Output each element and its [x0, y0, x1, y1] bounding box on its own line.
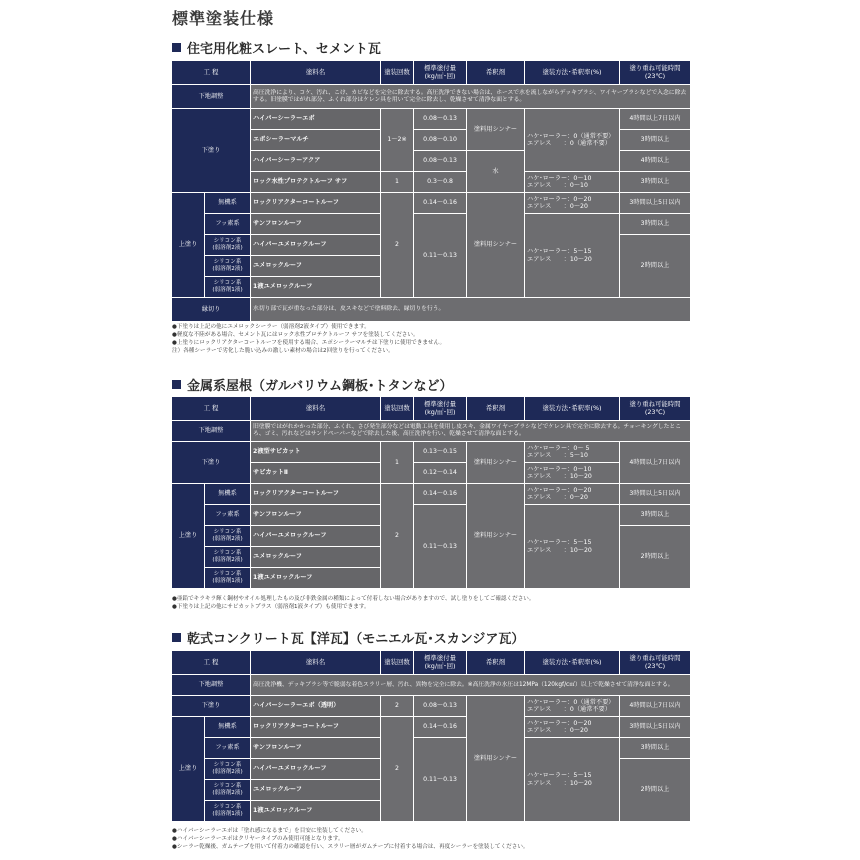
notes-concrete: ●ハイパーシーラーエポは「塗れ感になるまで」を目安に塗装してください。 ●ハイパーシーラーエポはクリヤータイプのみ使用可能となります。 ●シーラー乾燥後、ガムテープを用いて付着力の確認を行い、スラリー層がガムテープに付着する場合は、再度シーラーを塗装してください。: [172, 828, 529, 851]
square-bullet-icon: [172, 633, 181, 642]
table-row: 下塗り ハイパーシーラーエポ 1～2※ 0.08～0.13 塗料用シンナー ハケ･ローラー：0（通常不要） エアレス ：0（通常不要） 4時間以上7日以内: [172, 109, 691, 130]
table-row: 上塗り 無機系 ロックリアクターコートルーフ 2 0.14～0.16 塗料用シンナー ハケ･ローラー：0～20 エアレス ：0～20 3時間以上5日以内: [172, 193, 691, 214]
table-row: シリコン系 (弱溶剤2液) ハイパーユメロックルーフ 2時間以上: [172, 526, 691, 547]
table-row: 縁切り 水切り部で瓦が重なった部分は、皮スキなどで塗料除去、縁切りを行う。: [172, 298, 691, 322]
table-row: シリコン系 (弱溶剤2液) ユメロックルーフ: [172, 256, 691, 277]
table-row: 下地調整 高圧洗浄機、デッキブラシ等で脆弱な着色スラリー層、汚れ、異物を完全に除去。※高圧洗浄の水圧は12MPa（120kgf/c㎡）以上で乾燥させて清浄な面とする。: [172, 675, 691, 696]
table-row: シリコン系 (弱溶剤2液) ユメロックルーフ: [172, 547, 691, 568]
table-row: サビカットⅡ 0.12～0.14 ハケ･ローラー：0～10 エアレス ：10～20: [172, 463, 691, 484]
notes-slate: ●下塗りは上記の他にユメロックシーラー（弱溶剤2液タイプ）使用できます。 ●軽度な不陸がある場合、セメント瓦にはロック水性プロテクトルーフ サフを塗装してください。 ●上塗りにロックリアクターコートルーフを使用する場合、エポシーラーマルチは下塗りに使用できません。 注）各種シーラーで劣化した脆い込みの激しい素材の場合は2回塗りを行ってください。: [172, 324, 446, 355]
table-header-row: 工 程 塗料名 塗装回数 標準塗付量 (kg/㎡･回) 希釈剤 塗装方法･希釈率(%) 塗り重ね可能時間 (23℃): [172, 397, 691, 421]
table-row: 下塗り 2液型サビカット 1 0.13～0.15 塗料用シンナー ハケ･ローラー：0～ 5 エアレス ：5～10 4時間以上7日以内: [172, 442, 691, 463]
section-heading-metal: 金属系屋根（ガルバリウム鋼板･トタンなど）: [172, 375, 452, 394]
square-bullet-icon: [172, 380, 181, 389]
section-heading-slate: 住宅用化粧スレート、セメント瓦: [172, 38, 381, 57]
table-row: ハイパーシーラーアクア 0.08～0.13 水 4時間以上: [172, 151, 691, 172]
table-row: シリコン系 (弱溶剤2液) ユメロックルーフ: [172, 780, 691, 801]
page-title: 標準塗装仕様: [172, 9, 275, 28]
notes-metal: ●亜鉛でキラキラ輝く鋼材やオイル処理したもの及び非鉄金属の種類によって付着しない場合がありますので、試し塗りをしてご確認ください。 ●下塗りは上記の他にサビカットプラス（弱溶剤1液タイプ）も使用できます。: [172, 596, 535, 611]
table-row: ロック水性プロテクトルーフ サフ 1 0.3～0.8 ハケ･ローラー：0～10 エアレス ：0～10 3時間以上: [172, 172, 691, 193]
spec-table-concrete: [171, 650, 691, 822]
table-row: フッ素系 サンフロンルーフ 0.11～0.13 ハケ･ローラー：5～15 エアレス ：10～20 3時間以上: [172, 214, 691, 235]
table-row: シリコン系 (弱溶剤1液) 1液ユメロックルーフ: [172, 568, 691, 589]
table-header-row: 工 程 塗料名 塗装回数 標準塗付量 (kg/㎡･回) 希釈剤 塗装方法･希釈率(%) 塗り重ね可能時間 (23℃): [172, 61, 691, 85]
spec-table-slate: [171, 60, 691, 322]
table-row: シリコン系 (弱溶剤1液) 1液ユメロックルーフ: [172, 801, 691, 822]
section-heading-concrete: 乾式コンクリート瓦【洋瓦】（モニエル瓦･スカンジア瓦）: [172, 628, 524, 647]
table-row: フッ素系 サンフロンルーフ 0.11～0.13 ハケ･ローラー：5～15 エアレス ：10～20 3時間以上: [172, 738, 691, 759]
table-row: 下地調整 旧塗膜ではがれかかった部分、ふくれ、さび発生部分などは電動工具を使用し皮スキ、金属ワイヤーブラシなどでケレン具で完全に除去する。チョーキングしたところ、ゴミ、汚れなどはサンドペーパーなどで除去した後、高圧洗浄を行い、乾燥させて清浄な面とする。: [172, 421, 691, 442]
table-row: エポシーラーマルチ 0.08～0.10 3時間以上: [172, 130, 691, 151]
spec-table-metal: [171, 396, 691, 589]
table-row: フッ素系 サンフロンルーフ 0.11～0.13 ハケ･ローラー：5～15 エアレス ：10～20 3時間以上: [172, 505, 691, 526]
table-header-row: 工 程 塗料名 塗装回数 標準塗付量 (kg/㎡･回) 希釈剤 塗装方法･希釈率(%) 塗り重ね可能時間 (23℃): [172, 651, 691, 675]
table-row: 上塗り 無機系 ロックリアクターコートルーフ 2 0.14～0.16 塗料用シンナー ハケ･ローラー：0～20 エアレス ：0～20 3時間以上5日以内: [172, 484, 691, 505]
table-row: シリコン系 (弱溶剤2液) ハイパーユメロックルーフ 2時間以上: [172, 759, 691, 780]
table-row: 下塗り ハイパーシーラーエポ（透明） 2 0.08～0.13 塗料用シンナー ハケ･ローラー：0（通常不要） エアレス ：0（通常不要） 4時間以上7日以内: [172, 696, 691, 717]
table-row: 下地調整 高圧洗浄により、コケ、汚れ、こけ、カビなどを完全に除去する。高圧洗浄できない場合は、ホースで水を流しながらデッキブラシ、ワイヤーブラシなどで入念に除去する。旧塗膜ではがれ部分、ふくれ部分はケレン具を用いて完全に除去し、乾燥させて清浄な面とする。: [172, 85, 691, 109]
square-bullet-icon: [172, 43, 181, 52]
table-row: 上塗り 無機系 ロックリアクターコートルーフ 2 0.14～0.16 ハケ･ローラー：0～20 エアレス ：0～20 3時間以上5日以内: [172, 717, 691, 738]
table-row: シリコン系 (弱溶剤1液) 1液ユメロックルーフ: [172, 277, 691, 298]
table-row: シリコン系 (弱溶剤2液) ハイパーユメロックルーフ 2時間以上: [172, 235, 691, 256]
